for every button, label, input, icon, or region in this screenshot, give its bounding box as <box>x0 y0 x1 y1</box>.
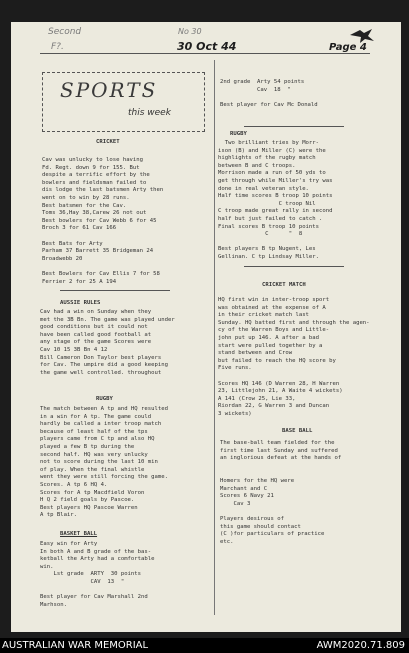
cricket-line: Best batsmen for the Cav. <box>42 202 127 209</box>
cricket-match-line: cy of the Warren Boys and Little- <box>218 327 330 334</box>
rugby-line: players came from C tp and also HQ <box>40 436 155 443</box>
basketball-line: win. <box>40 563 54 570</box>
cricket-line: Best Bats for Arty <box>42 240 103 247</box>
basketball-line: Marhson. <box>40 601 67 608</box>
baseball-line: Scores 6 Navy 21 <box>220 493 274 500</box>
basketball-line: In both A and B grade of the bas- <box>40 548 152 555</box>
baseball-line: this game should contact <box>220 523 301 530</box>
rugby-right-line: done in real veteran style. <box>218 185 309 192</box>
rugby-line: Scores for A tp Macdfield Voron <box>40 489 145 496</box>
rugby-right-line: highlights of the rugby match <box>218 155 316 162</box>
aussie-line: the game well controlled. throughout <box>40 369 162 376</box>
right-top-line: Best player for Cav Mc Donald <box>220 101 318 108</box>
rugby-right-line: C troop Nil <box>218 200 316 207</box>
rugby-line: second half. HQ was very unlucky <box>40 451 148 458</box>
baseball-line: The base-ball team fielded for the <box>220 440 335 446</box>
basketball-body <box>40 541 155 609</box>
rugby-right-line: C " 8 <box>218 231 303 238</box>
rugby-line: in a win for A tp. The game could <box>40 413 152 420</box>
cricket-line <box>42 263 163 271</box>
rugby-right-line <box>218 239 333 247</box>
aussie-line: met the 3B Bn. The game was played under <box>40 316 175 323</box>
baseball-line <box>220 463 341 471</box>
aussie-line: Bill Cameron Don Taylor best players <box>40 354 162 361</box>
basketball-continued <box>220 79 318 109</box>
footer-accession-number: AWM2020.71.809 <box>316 640 405 651</box>
baseball-line: Players desirous of <box>220 515 284 522</box>
aussie-rules-body <box>40 309 175 377</box>
masthead-title: SPORTS <box>60 78 158 102</box>
baseball-line: (C )for particulars of practice <box>220 531 325 538</box>
header-rule <box>40 53 370 54</box>
right-top-line: 2nd grade Arty 54 points <box>220 79 305 85</box>
cricket-heading: CRICKET <box>96 139 120 145</box>
baseball-body <box>220 440 341 546</box>
rugby-line: H Q 2 field goals by Pascoe. <box>40 497 135 504</box>
rugby-body-right <box>218 140 333 262</box>
cricket-match-heading: CRICKET MATCH <box>262 282 306 288</box>
baseball-heading: BASE BALL <box>282 428 313 434</box>
cricket-match-line: stand between and Crow <box>218 350 293 357</box>
cricket-match-line: john put up 146. A after a bad <box>218 334 320 341</box>
rugby-line: The match between A tp and HQ resulted <box>40 406 168 412</box>
cricket-line: went on to win by 28 runs. <box>42 194 130 201</box>
rugby-right-line: half but just failed to catch . <box>218 215 323 222</box>
rugby-body-left <box>40 406 168 520</box>
rugby-line: because of least half of the tps <box>40 428 148 435</box>
rugby-line: played a few B tp during the <box>40 443 135 450</box>
cricket-match-line: Scores HQ 146 (D Warren 28, H Warren <box>218 380 340 387</box>
cricket-match-line <box>218 373 398 381</box>
baseball-line: Marchant and C <box>220 485 268 492</box>
rugby-heading-left: RUGBY <box>96 396 113 402</box>
rugby-right-line: Final scores B troop 10 points <box>218 223 320 230</box>
rugby-right-line: C troop made great rally in second <box>218 208 333 215</box>
cricket-line: Best bowlers for Cav Webb 6 for 45 <box>42 217 157 224</box>
cricket-match-line: Riordan 22, G Warren 3 and Duncan <box>218 403 330 410</box>
cricket-line: despite a terrific effort by the <box>42 172 150 179</box>
cricket-line: Ferrier 2 for 25 A 194 <box>42 278 117 285</box>
aussie-rules-heading: AUSSIE RULES <box>60 300 101 306</box>
cricket-line: Parham 37 Barrett 35 Bridgeman 24 <box>42 248 154 255</box>
archive-footer <box>0 638 409 653</box>
baseball-line <box>220 508 341 516</box>
basketball-line: CAV 13 " <box>40 578 125 585</box>
cricket-match-line: 23, Littlejohn 21, A Waite 4 wickets) <box>218 388 343 395</box>
cricket-match-line: in their cricket match last <box>218 312 309 319</box>
right-top-line: Cav 18 " <box>220 86 291 93</box>
basketball-line: Best player for Cav Marshall 2nd <box>40 594 148 601</box>
rugby-line: hardly be called a inter troop match <box>40 421 162 428</box>
cricket-line: Broch 3 for 61 Cav 166 <box>42 225 117 232</box>
cricket-line: Broadwebb 20 <box>42 255 83 262</box>
right-top-line <box>220 94 318 102</box>
cricket-line: bowlers and fieldsman failed to <box>42 179 147 186</box>
cricket-match-line: Sunday. HQ batted first and through the agen- <box>218 319 370 326</box>
pencil-ref: F?. <box>51 42 64 52</box>
rugby-right-line: Gellinan. C tp Lindsay Miller. <box>218 253 320 260</box>
cricket-line: dis lodge the last batsmen Arty then <box>42 187 164 194</box>
rugby-right-line: Morrison made a run of 50 yds to <box>218 170 326 177</box>
footer-institution: AUSTRALIAN WAR MEMORIAL <box>2 640 149 651</box>
cricket-match-line: but failed to reach the HQ score by <box>218 357 336 364</box>
basketball-line <box>40 587 155 595</box>
baseball-line: Homers for the HQ were <box>220 477 295 484</box>
rugby-line: of play. When the final whistle <box>40 466 145 473</box>
rugby-right-line: Best players B tp Nugent, Les <box>218 246 316 253</box>
cricket-match-line: 3 wickets) <box>218 410 252 417</box>
basketball-heading: BASKET BALL <box>60 531 98 537</box>
cricket-line <box>42 233 163 241</box>
basketball-line: Easy win for Arty <box>40 541 98 547</box>
rugby-heading-right: RUGBY <box>230 131 247 137</box>
rugby-right-line: between B and C troops. <box>218 162 296 169</box>
baseball-line <box>220 470 341 478</box>
aussie-line: good conditions but it could not <box>40 324 148 331</box>
cricket-line: Cav was unlucky to lose having <box>42 157 144 163</box>
cricket-line: Best Bowlers for Cav Ellis 7 for 58 <box>42 270 160 277</box>
cricket-match-line: start were pulled together by a <box>218 342 323 349</box>
baseball-line: Cav 3 <box>220 500 251 507</box>
rugby-right-line: ison (B) and Miller (C) were the <box>218 147 326 154</box>
pencil-issue-number: No 30 <box>178 27 202 36</box>
rugby-right-line: Two brilliant tries by Morr- <box>218 140 320 146</box>
pencil-note-left: Second <box>48 27 82 37</box>
rugby-line: not to score during the last 10 min <box>40 459 158 466</box>
aussie-line: for Cav. The umpire did a good keeping <box>40 362 168 369</box>
page-number: Page 4 <box>329 42 367 53</box>
aussie-line: have been called good football at <box>40 331 152 338</box>
rugby-line: went they were still forcing the game. <box>40 474 168 481</box>
bird-stamp-icon <box>348 27 376 45</box>
cricket-match-line: was obtained at the expense of A <box>218 304 326 311</box>
masthead-subtitle: this week <box>128 108 171 118</box>
cricket-match-line: HQ first win in inter-troop sport <box>218 297 330 303</box>
cricket-match-line: A 141 (Crow 25, Lie 33, <box>218 395 296 402</box>
baseball-line: etc. <box>220 538 234 545</box>
cricket-rule <box>60 290 170 291</box>
cricket-match-body <box>218 297 398 419</box>
baseball-line: an inglorious defeat at the hands of <box>220 455 342 462</box>
rugby-right-line: get through while Miller's try was <box>218 177 333 184</box>
aussie-line: any stage of the game Scores were <box>40 339 152 346</box>
rugby-line: A tp Blair. <box>40 512 78 519</box>
basketball-line: ketball the Arty had a comfortable <box>40 556 155 563</box>
basketball-line: Lst grade ARTY 30 points <box>40 571 142 578</box>
right-rule-1 <box>244 126 344 127</box>
issue-date: 30 Oct 44 <box>177 40 237 53</box>
rugby-line: Best players HQ Pascoe Warren <box>40 504 138 511</box>
cricket-line: Toms 36,Hay 38,Carew 26 not out <box>42 210 147 217</box>
rugby-line: Scores. A tp 6 HQ 4. <box>40 481 108 488</box>
cricket-line: Fd. Regt. down 9 for 155. But <box>42 164 140 171</box>
aussie-line: Cav had a win on Sunday when they <box>40 309 152 315</box>
cricket-body <box>42 157 163 286</box>
column-divider <box>214 60 215 615</box>
right-rule-2 <box>244 266 344 267</box>
cricket-match-line: Five runs. <box>218 365 252 372</box>
aussie-line: Cav 10 15 3B Bn 4 12 <box>40 346 108 353</box>
baseball-line: first time last Sunday and suffered <box>220 447 338 454</box>
rugby-right-line: Half time scores B troop 10 points <box>218 193 333 200</box>
